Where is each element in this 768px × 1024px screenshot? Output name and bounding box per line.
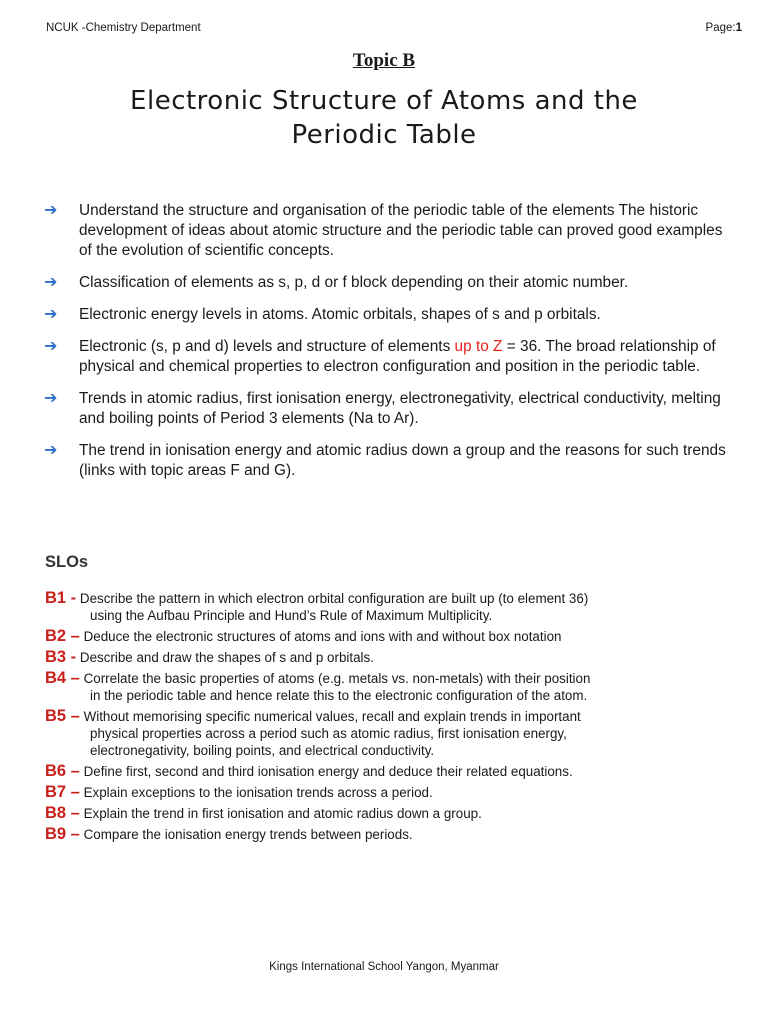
slo-text: using the Aufbau Principle and Hund’s Rule of Maximum Multiplicity. [90, 608, 493, 623]
objective-text-part: Electronic (s, p and d) levels and structure of elements [79, 338, 455, 355]
arrow-right-icon: ➔ [44, 338, 58, 355]
slo-code: B2 – [45, 627, 80, 645]
slo-item [45, 590, 745, 624]
page-number [706, 22, 742, 34]
arrow-right-icon: ➔ [44, 306, 58, 323]
objective-item [44, 305, 734, 325]
slos-heading: SLOs [45, 553, 89, 571]
slo-text: in the periodic table and hence relate this to the electronic configuration of the atom. [90, 688, 588, 703]
header-department: NCUK -Chemistry Department [46, 22, 201, 34]
objective-text [79, 338, 716, 375]
slo-item [45, 670, 745, 704]
objective-item [44, 273, 734, 293]
slo-text: electronegativity, boiling points, and electrical conductivity. [90, 743, 435, 758]
objective-item [44, 441, 734, 481]
slo-text: physical properties across a period such as atomic radius, first ionisation energy, [90, 726, 567, 741]
arrow-right-icon: ➔ [44, 390, 58, 407]
slo-text: Deduce the electronic structures of atoms and ions with and without box notation [83, 629, 562, 644]
footer-school: Kings International School Yangon, Myanmar [269, 961, 499, 973]
page-number-value: 1 [735, 22, 742, 34]
slo-code: B9 – [45, 825, 80, 843]
slo-text: Describe the pattern in which electron orbital configuration are built up (to element 36) [79, 591, 589, 606]
topic-heading: Topic B [352, 50, 416, 71]
objective-text: Classification of elements as s, p, d or f block depending on their atomic number. [79, 274, 629, 291]
slo-text: Correlate the basic properties of atoms (e.g. metals vs. non-metals) with their position [83, 671, 591, 686]
slo-text: Define first, second and third ionisation energy and deduce their related equations. [83, 764, 573, 779]
slo-code: B8 – [45, 804, 80, 822]
objective-item [44, 201, 734, 261]
page-title [30, 84, 738, 152]
objective-text-part: = 36. The broad relationship of physical and chemical properties to electron configuration and position in the periodic table. [79, 338, 716, 375]
objective-text: Electronic energy levels in atoms. Atomic orbitals, shapes of s and p orbitals. [79, 306, 601, 323]
arrow-right-icon: ➔ [44, 274, 58, 291]
page-label: Page: [705, 22, 736, 34]
slo-code: B4 – [45, 669, 80, 687]
slo-text: Explain exceptions to the ionisation trends across a period. [83, 785, 433, 800]
arrow-right-icon: ➔ [44, 202, 58, 219]
slo-code: B6 – [45, 762, 80, 780]
title-line-1: Electronic Structure of Atoms and the [130, 86, 638, 116]
slo-code: B1 - [45, 589, 77, 607]
arrow-right-icon: ➔ [44, 442, 58, 459]
slo-text: Explain the trend in first ionisation and atomic radius down a group. [83, 806, 482, 821]
slo-item [45, 763, 745, 780]
slo-item [45, 784, 745, 801]
slo-text: Compare the ionisation energy trends between periods. [83, 827, 413, 842]
slo-item [45, 826, 745, 843]
objective-item [44, 389, 734, 429]
slo-item [45, 708, 745, 759]
objective-item [44, 337, 734, 377]
slo-code: B5 – [45, 707, 80, 725]
highlight-text: up to Z [454, 338, 503, 355]
slo-item [45, 649, 745, 666]
slos-list [45, 590, 745, 847]
slo-item [45, 628, 745, 645]
slo-text: Describe and draw the shapes of s and p orbitals. [79, 650, 374, 665]
objectives-list [44, 201, 734, 493]
slo-code: B7 – [45, 783, 80, 801]
slo-text: Without memorising specific numerical values, recall and explain trends in important [83, 709, 581, 724]
objective-text: Understand the structure and organisation of the periodic table of the elements The historic development of ideas about atomic structure and the periodic table can proved good examples of the evolution of scientific concepts. [79, 202, 723, 259]
slo-code: B3 - [45, 648, 77, 666]
title-line-2: Periodic Table [291, 120, 477, 150]
objective-text: The trend in ionisation energy and atomic radius down a group and the reasons for such trends (links with topic areas F and G). [79, 442, 726, 479]
objective-text: Trends in atomic radius, first ionisation energy, electronegativity, electrical conductivity, melting and boiling points of Period 3 elements (Na to Ar). [79, 390, 721, 427]
slo-item [45, 805, 745, 822]
